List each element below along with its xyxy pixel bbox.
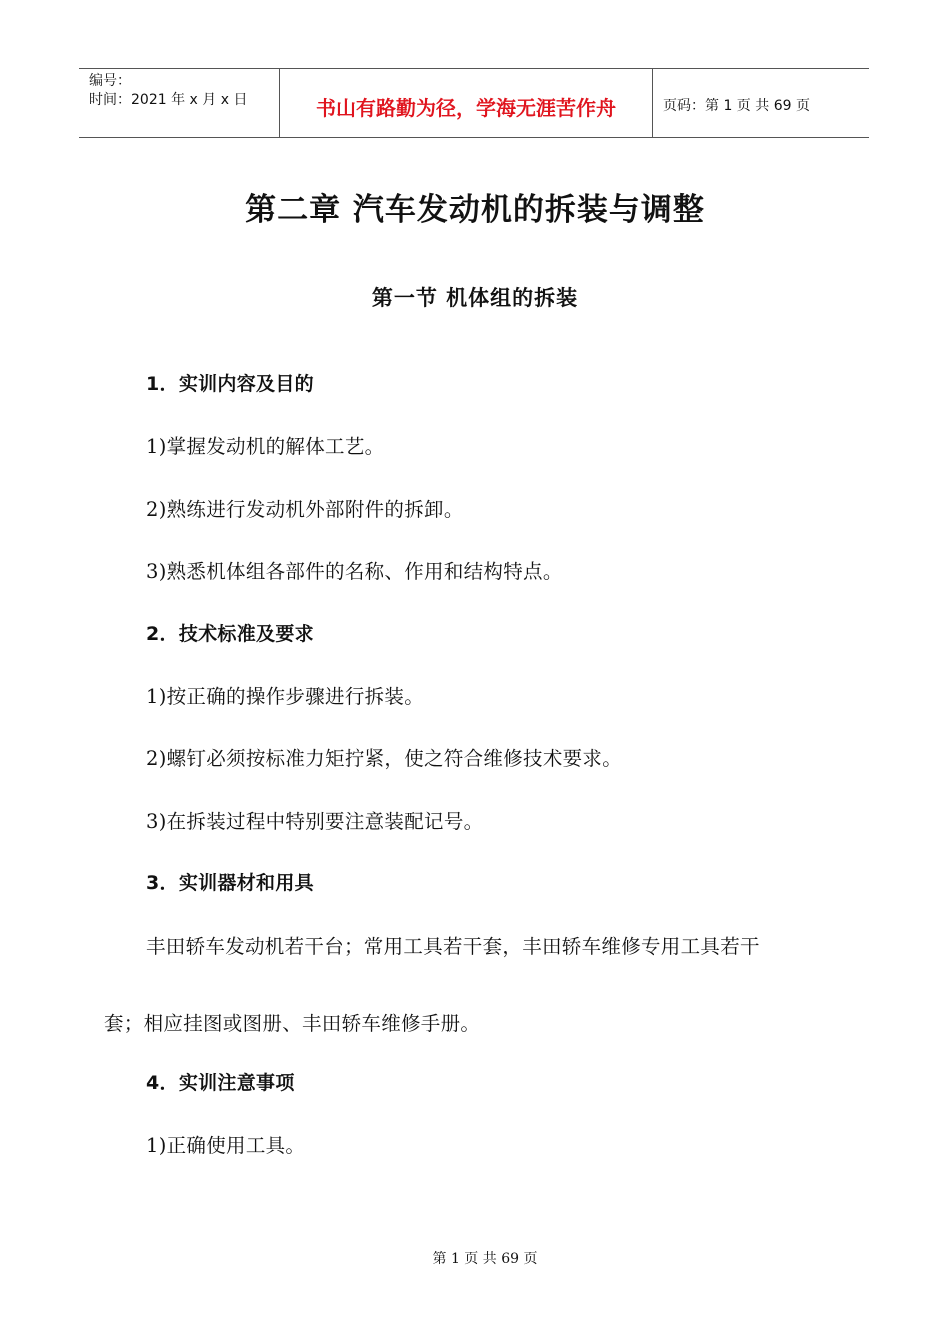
- heading-3: 3．实训器材和用具: [146, 872, 314, 894]
- date-label: 时间：2021 年 x 月 x 日: [89, 92, 248, 108]
- paragraph: 3)在拆装过程中特别要注意装配记号。: [146, 810, 484, 833]
- number-label: 编号：: [89, 73, 131, 89]
- paragraph: 1)正确使用工具。: [146, 1134, 306, 1157]
- heading-2: 2．技术标准及要求: [146, 623, 314, 645]
- paragraph: 1)按正确的操作步骤进行拆装。: [146, 685, 425, 708]
- heading-1: 1．实训内容及目的: [146, 373, 314, 395]
- page-footer: 第 1 页 共 69 页: [432, 1251, 538, 1267]
- paragraph: 2)熟练进行发动机外部附件的拆卸。: [146, 498, 464, 521]
- paragraph: 2)螺钉必须按标准力矩拧紧，使之符合维修技术要求。: [146, 747, 623, 770]
- paragraph: 1)掌握发动机的解体工艺。: [146, 435, 385, 458]
- header-motto: 书山有路勤为径，学海无涯苦作舟: [280, 69, 653, 137]
- paragraph: 丰田轿车发动机若干台；常用工具若干套，丰田轿车维修专用工具若干: [146, 935, 760, 958]
- chapter-title: 第二章 汽车发动机的拆装与调整: [245, 192, 705, 228]
- document-header: [79, 68, 869, 138]
- paragraph-continuation: 套；相应挂图或图册、丰田轿车维修手册。: [104, 1012, 481, 1035]
- paragraph: 3)熟悉机体组各部件的名称、作用和结构特点。: [146, 560, 563, 583]
- section-title: 第一节 机体组的拆装: [371, 286, 579, 310]
- heading-4: 4．实训注意事项: [146, 1072, 295, 1094]
- header-meta: [79, 69, 280, 137]
- header-page-info: 页码：第 1 页 共 69 页: [663, 98, 810, 114]
